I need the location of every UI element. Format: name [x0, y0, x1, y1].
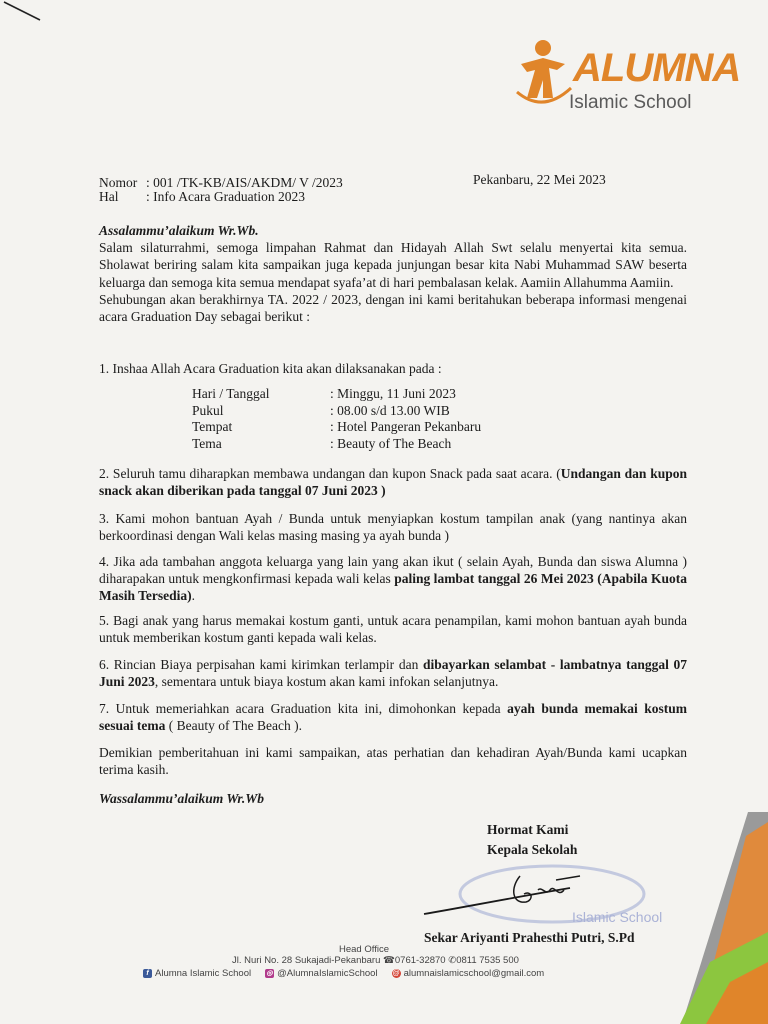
- hal-label: Hal: [99, 189, 119, 204]
- email-icon: @: [392, 970, 400, 977]
- footer-address-line: [232, 955, 692, 966]
- schedule-table: [192, 386, 481, 452]
- farewell: Wassalammu’alaikum Wr.Wb: [99, 791, 265, 806]
- nomor-label: Nomor: [99, 175, 138, 190]
- intro-paragraph-2: Sehubungan akan berakhirnya TA. 2022 / 2023, dengan ini kami beritahukan beberapa informasi mengenai acara Graduation Day sebagai berikut :: [99, 291, 687, 325]
- item-1: 1. Inshaa Allah Acara Graduation kita akan dilaksanakan pada :: [99, 361, 442, 376]
- item-6: 6. Rincian Biaya perpisahan kami kirimkan terlampir dan dibayarkan selambat - lambatnya tanggal 07 Juni 2023, sementara untuk biaya kostum akan kami infokan selanjutnya.: [99, 657, 687, 690]
- item-7: 7. Untuk memeriahkan acara Graduation kita ini, dimohonkan kepada ayah bunda memakai kostum sesuai tema ( Beauty of The Beach ).: [99, 701, 688, 734]
- item-2: 2. Seluruh tamu diharapkan membawa undangan dan kupon Snack pada saat acara. (Undangan dan kupon snack akan diberikan pada tanggal 07 Juni 2023 ): [99, 466, 687, 499]
- footer-facebook: f Alumna Islamic School: [143, 968, 251, 979]
- item-4: 4. Jika ada tambahan anggota keluarga yang lain yang akan ikut ( selain Ayah, Bunda dan siswa Alumna ) diharapakan untuk mengkonfirmasi kepada wali kelas paling lambat tanggal 26 Mei 2023 (Apabila Kuota Masih Tersedia).: [99, 554, 687, 604]
- sign-line-2: Kepala Sekolah: [487, 842, 578, 857]
- closing-paragraph: Demikian pemberitahuan ini kami sampaikan, atas perhatian dan kehadiran Ayah/Bunda kami ucapkan terima kasih.: [99, 745, 687, 778]
- mobile-icon: ✆: [448, 955, 457, 966]
- handwritten-signature: [420, 868, 590, 923]
- hal-line: [99, 189, 305, 205]
- greeting-block: [99, 222, 687, 325]
- school-logo: [513, 36, 741, 118]
- sign-line-1: Hormat Kami: [487, 822, 569, 837]
- facebook-icon: f: [143, 969, 152, 978]
- footer-address: Jl. Nuri No. 28 Sukajadi-Pekanbaru: [232, 955, 381, 966]
- footer-phone: 0761-32870: [394, 955, 446, 966]
- hal-value: : Info Acara Graduation 2023: [146, 189, 305, 204]
- schedule-row: Tema : Beauty of The Beach: [192, 435, 452, 451]
- letter-date: Pekanbaru, 22 Mei 2023: [473, 172, 606, 187]
- stamp-text: Islamic School: [572, 909, 663, 925]
- principal-name: Sekar Ariyanti Prahesthi Putri, S.Pd: [424, 930, 635, 945]
- footer-social: [143, 968, 703, 979]
- phone-icon: ☎: [383, 955, 395, 966]
- footer-mobile: 0811 7535 500: [456, 955, 519, 966]
- greeting: Assalammu’alaikum Wr.Wb.: [99, 223, 259, 238]
- footer-head-office: Head Office: [339, 944, 389, 955]
- signature-header: [487, 820, 577, 860]
- item-3: 3. Kami mohon bantuan Ayah / Bunda untuk menyiapkan kostum tampilan anak (yang nantinya akan berkoordinasi dengan Wali kelas masing masing ya ayah bunda ): [99, 511, 687, 544]
- item-5: 5. Bagi anak yang harus memakai kostum ganti, untuk acara penampilan, kami mohon bantuan ayah bunda untuk memberikan kostum ganti kepada wali kelas.: [99, 613, 687, 646]
- footer-instagram: ◎ @AlumnaIslamicSchool: [266, 968, 378, 979]
- logo-wordmark: ALUMNA: [573, 46, 741, 90]
- footer-email: @ alumnaislamicschool@gmail.com: [392, 968, 545, 979]
- schedule-row: Hari / Tanggal : Minggu, 11 Juni 2023: [192, 386, 456, 401]
- logo-subtitle: Islamic School: [569, 92, 692, 113]
- scan-mark: [4, 0, 44, 22]
- schedule-row: Pukul : 08.00 s/d 13.00 WIB: [192, 402, 450, 418]
- logo-figure-icon: [513, 36, 573, 106]
- corner-decoration: [660, 812, 768, 1024]
- schedule-row: Tempat : Hotel Pangeran Pekanbaru: [192, 419, 482, 434]
- instagram-icon: ◎: [266, 970, 273, 977]
- intro-paragraph: Salam silaturrahmi, semoga limpahan Rahmat dan Hidayah Allah Swt selalu menyertai kita semua. Sholawat beriring salam kita sampaikan juga kepada junjungan besar kita Nabi Muhammad SAW beserta keluarga dan semoga kita semua mendapat syafa’at di hari pembalasan kelak. Aamiin Allahumma Aamiin.: [99, 240, 687, 290]
- nomor-value: : 001 /TK-KB/AIS/AKDM/ V /2023: [146, 175, 343, 190]
